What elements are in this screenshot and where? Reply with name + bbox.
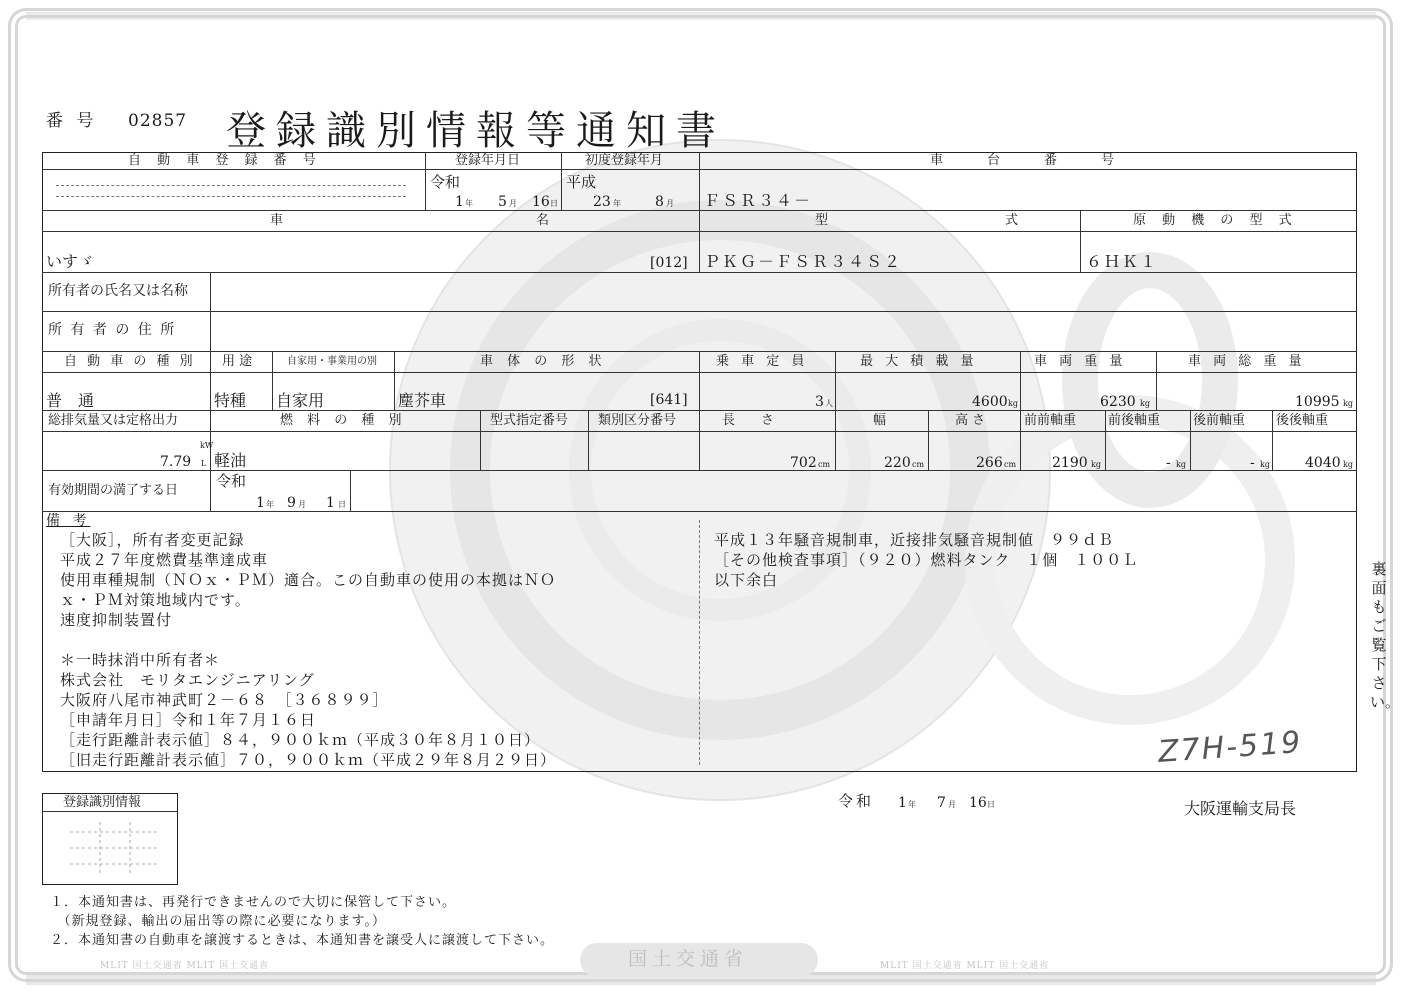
watermark-left: MLIT 国土交通省 MLIT 国土交通省: [100, 961, 270, 971]
rr-axle-value: 4040: [1305, 455, 1341, 471]
expiry-era: 令和: [216, 472, 247, 490]
chassis-number: ＦＳＲ３４－: [704, 191, 813, 210]
length-value: 702: [790, 455, 817, 471]
ff-axle-value: 2190: [1052, 455, 1088, 471]
header-fuel-type: 燃 料 の 種 別: [280, 413, 407, 428]
remarks-line: ［申請年月日］令和１年７月１６日: [60, 711, 317, 729]
engine-model-value: ６ＨＫ１: [1086, 252, 1159, 271]
remarks-line: 速度抑制装置付: [60, 611, 173, 629]
expiry-day: 1: [326, 495, 335, 511]
rf-axle-value: -: [1250, 455, 1255, 471]
remarks-line: 平成２７年度燃費基準達成車: [60, 551, 269, 569]
car-name: いすゞ: [46, 252, 95, 271]
remarks-line: ［大阪］，所有者変更記録: [60, 531, 245, 549]
remarks-line: ｘ・ＰＭ対策地域内です。: [60, 591, 251, 609]
header-expiry: 有効期間の満了する日: [48, 483, 179, 498]
header-height: 高 さ: [955, 413, 986, 428]
header-body-shape: 車 体 の 形 状: [480, 354, 607, 369]
private-business-value: 自家用: [276, 391, 325, 410]
header-remarks: 備 考: [46, 513, 91, 529]
header-width: 幅: [873, 413, 887, 428]
usage-value: 特種: [214, 391, 247, 410]
remarks-line: 株式会社 モリタエンジニアリング: [60, 671, 315, 689]
car-name-code: [012]: [650, 255, 688, 271]
header-vehicle-weight: 車 両 重 量: [1034, 354, 1127, 369]
header-first-reg: 初度登録年月: [585, 153, 664, 168]
first-reg-year: 23: [593, 194, 611, 210]
watermark-right: MLIT 国土交通省 MLIT 国土交通省: [880, 961, 1050, 971]
header-gross-weight: 車 両 総 重 量: [1188, 354, 1306, 369]
capacity-value: 3: [815, 394, 824, 410]
doc-number-value: 02857: [128, 111, 188, 131]
footer-line: １．本通知書は、再発行できませんので大切に保管して下さい。: [50, 895, 457, 910]
doc-title: 登録識別情報等通知書: [226, 108, 726, 154]
header-type-designation: 型式指定番号: [490, 413, 569, 428]
remarks-right: [714, 530, 1138, 590]
remarks-line: 使用車種規制（ＮＯｘ・ＰＭ）適合。この自動車の使用の本拠はＮＯ: [60, 571, 557, 589]
doc-number-label: 番 号: [46, 111, 98, 131]
header-max-load: 最 大 積 載 量: [860, 354, 978, 369]
expiry-year: 1: [256, 495, 265, 511]
header-private-business: 自家用・事業用の別: [287, 356, 377, 367]
issue-year: 1: [898, 795, 907, 811]
expiry-month: 9: [287, 495, 296, 511]
header-chassis: 車 台 番 号: [930, 153, 1121, 168]
header-reg-date: 登録年月日: [455, 153, 521, 168]
header-rr-axle: 後後軸重: [1276, 413, 1329, 428]
header-owner-name: 所有者の氏名又は名称: [48, 283, 188, 299]
remarks-line: ［旧走行距離計表示値］７０，９００ｋｍ（平成２９年８月２９日）: [60, 751, 557, 769]
issue-month: 7: [937, 795, 946, 811]
remarks-line: ［走行距離計表示値］８４，９００ｋｍ（平成３０年８月１０日）: [60, 731, 541, 749]
header-reg-number: 自 動 車 登 録 番 号: [128, 153, 322, 168]
header-category-number: 類別区分番号: [598, 413, 677, 428]
reg-id-label: 登録識別情報: [63, 795, 142, 810]
remarks-line: [60, 630, 556, 650]
body-shape-code: [641]: [650, 392, 688, 408]
vehicle-weight-value: 6230: [1100, 394, 1136, 410]
width-value: 220: [884, 455, 911, 471]
header-ff-axle: 前前軸重: [1024, 413, 1077, 428]
fuel-type-value: 軽油: [214, 451, 247, 470]
header-displacement: 総排気量又は定格出力: [48, 413, 179, 428]
reg-date-year: 1: [455, 194, 464, 210]
height-value: 266: [976, 455, 1003, 471]
side-note: 裏面もご覧下さい。: [1370, 560, 1401, 711]
header-rf-axle: 後前軸重: [1193, 413, 1246, 428]
model-value: ＰＫＧ－ＦＳＲ３４Ｓ２: [704, 252, 903, 271]
header-owner-address: 所 有 者 の 住 所: [48, 322, 177, 338]
seal-text: 国土交通省: [628, 948, 749, 970]
header-fr-axle: 前後軸重: [1108, 413, 1161, 428]
displacement-value: 7.79: [160, 454, 192, 470]
remarks-line: 以下余白: [714, 571, 779, 589]
header-length: 長 さ: [722, 413, 775, 428]
footer-notes: [50, 893, 554, 950]
handwritten-note: Z7H-519: [1156, 725, 1304, 770]
remarks-line: 大阪府八尾市神武町２－６８ ［３６８９９］: [60, 691, 389, 709]
remarks-line: 平成１３年騒音規制車，近接排気騒音規制値 ９９ｄＢ: [714, 531, 1115, 549]
reg-date-era: 令和: [430, 173, 461, 191]
header-capacity: 乗 車 定 員: [716, 354, 809, 369]
footer-line: ２．本通知書の自動車を譲渡するときは、本通知書を譲受人に譲渡して下さい。: [50, 933, 555, 948]
issue-day: 16: [969, 795, 987, 811]
reg-date-month: 5: [498, 194, 507, 210]
issuing-office: 大阪運輸支局長: [1184, 799, 1297, 818]
fr-axle-value: -: [1166, 455, 1171, 471]
header-usage: 用 途: [222, 354, 253, 369]
body-shape-value: 塵芥車: [398, 391, 447, 410]
remarks-left: [60, 530, 556, 770]
first-reg-month: 8: [655, 194, 664, 210]
remarks-line: ＊一時抹消中所有者＊: [60, 651, 221, 669]
header-car-name: 車 名: [270, 213, 556, 228]
reg-id-masked: [60, 820, 170, 878]
gross-weight-value: 10995: [1295, 394, 1340, 410]
header-engine-model: 原 動 機 の 型 式: [1133, 213, 1298, 228]
reg-date-day: 16: [532, 194, 550, 210]
max-load-value: 4600: [972, 394, 1008, 410]
vehicle-type-value: 普 通: [46, 391, 95, 410]
footer-line: （新規登録、輸出の届出等の際に必要になります。）: [50, 914, 386, 929]
header-model: 型 式: [815, 213, 1025, 228]
remarks-line: ［その他検査事項］（９２０）燃料タンク １個 １００Ｌ: [714, 551, 1139, 569]
issue-era: 令和: [838, 792, 875, 810]
header-vehicle-type: 自 動 車 の 種 別: [64, 354, 196, 369]
first-reg-era: 平成: [566, 173, 597, 191]
